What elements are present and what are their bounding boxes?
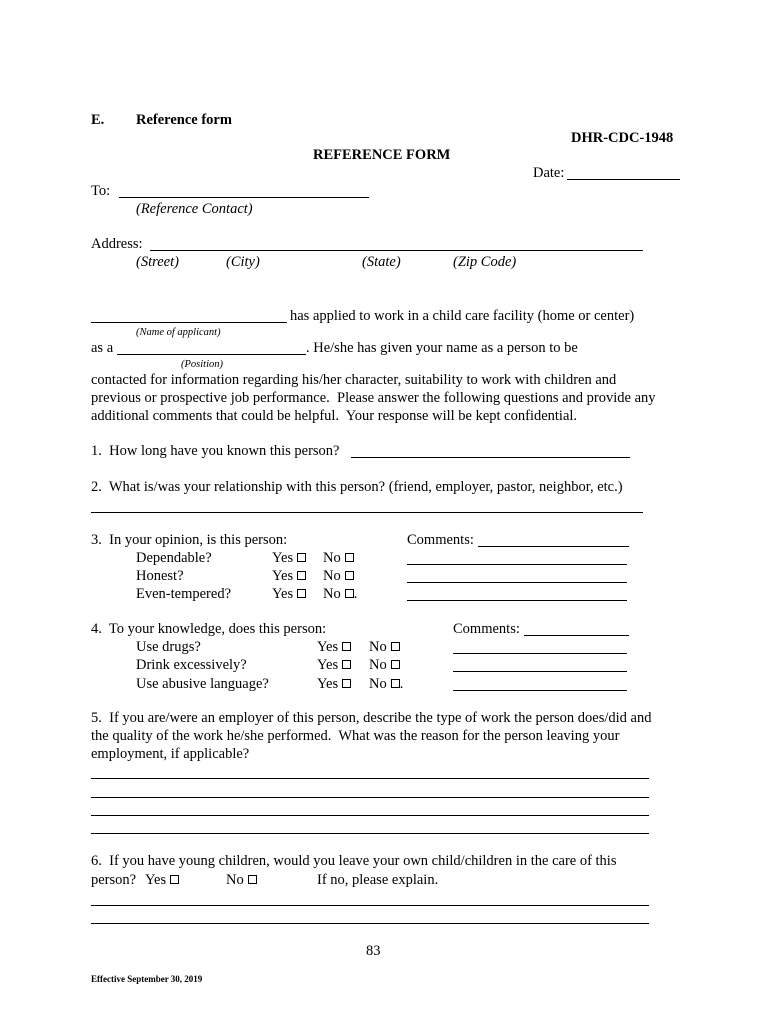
- as-a-text: as a: [91, 340, 114, 356]
- question-4: 4. To your knowledge, does this person:: [91, 621, 327, 637]
- question-4-comment-line[interactable]: [453, 671, 627, 672]
- question-3-comment-line[interactable]: [407, 582, 627, 583]
- q3-dependable-no-checkbox[interactable]: [345, 553, 354, 562]
- question-5-answer-line[interactable]: [91, 778, 649, 779]
- q3-honest-yes-checkbox[interactable]: [297, 571, 306, 580]
- reference-contact-caption: (Reference Contact): [136, 201, 253, 217]
- question-4-comments-label: Comments:: [453, 621, 520, 637]
- q4-abusive-no-checkbox[interactable]: [391, 679, 400, 688]
- question-1-answer[interactable]: [351, 457, 630, 458]
- q4-abusive-yes-checkbox[interactable]: [342, 679, 351, 688]
- question-4-comment-line[interactable]: [453, 653, 627, 654]
- q4-drink-yes-checkbox[interactable]: [342, 660, 351, 669]
- question-4-comment-line[interactable]: [453, 690, 627, 691]
- reference-contact-field[interactable]: [119, 197, 369, 198]
- q6-no: No: [226, 871, 257, 889]
- q3-even-tempered-no-checkbox[interactable]: [345, 589, 354, 598]
- q4-item-drink: Drink excessively?: [136, 657, 247, 673]
- applicant-name-caption: (Name of applicant): [136, 327, 221, 338]
- q3-item-dependable: Dependable?: [136, 550, 212, 566]
- q6-yes-checkbox[interactable]: [170, 875, 179, 884]
- intro-line-3: additional comments that could be helpful. Your response will be kept confidential.: [91, 408, 578, 424]
- q4-abusive-yes: Yes: [317, 675, 351, 693]
- question-3-comment-line[interactable]: [407, 564, 627, 565]
- q4-drugs-yes: Yes: [317, 638, 351, 656]
- q3-even-tempered-no: No .: [323, 586, 358, 602]
- question-6-answer-line[interactable]: [91, 905, 649, 906]
- q3-honest-no: No: [323, 567, 354, 585]
- to-label: To:: [91, 183, 111, 199]
- question-5-line-3: employment, if applicable?: [91, 746, 250, 762]
- question-5-answer-line[interactable]: [91, 815, 649, 816]
- q3-dependable-yes: Yes: [272, 549, 306, 567]
- street-caption: (Street): [136, 254, 179, 270]
- question-5-answer-line[interactable]: [91, 833, 649, 834]
- form-code: DHR-CDC-1948: [571, 130, 674, 146]
- question-2-answer[interactable]: [91, 512, 643, 513]
- position-field[interactable]: [117, 354, 306, 355]
- given-text: . He/she has given your name as a person to be: [306, 340, 578, 356]
- q4-drink-no: No: [369, 656, 400, 674]
- applicant-name-field[interactable]: [91, 322, 287, 323]
- question-3: 3. In your opinion, is this person:: [91, 532, 288, 548]
- q4-abusive-no: No .: [369, 676, 404, 692]
- q3-honest-no-checkbox[interactable]: [345, 571, 354, 580]
- address-label: Address:: [91, 236, 143, 252]
- q3-dependable-yes-checkbox[interactable]: [297, 553, 306, 562]
- page-number: 83: [366, 943, 381, 959]
- question-1: 1. How long have you known this person?: [91, 443, 340, 459]
- section-letter: E.: [91, 112, 105, 128]
- q6-no-checkbox[interactable]: [248, 875, 257, 884]
- question-2: 2. What is/was your relationship with this person? (friend, employer, pastor, neighbor, etc.): [91, 479, 623, 495]
- question-5-line-1: 5. If you are/were an employer of this person, describe the type of work the person does/did and: [91, 710, 652, 726]
- state-caption: (State): [362, 254, 401, 270]
- q3-even-tempered-yes: Yes: [272, 585, 306, 603]
- q4-drugs-yes-checkbox[interactable]: [342, 642, 351, 651]
- q3-honest-yes: Yes: [272, 567, 306, 585]
- q4-drugs-no: No: [369, 638, 400, 656]
- question-4-comment-line[interactable]: [524, 635, 629, 636]
- q4-drink-yes: Yes: [317, 656, 351, 674]
- question-3-comments-label: Comments:: [407, 532, 474, 548]
- q3-dependable-no: No: [323, 549, 354, 567]
- q4-item-abusive-language: Use abusive language?: [136, 676, 269, 692]
- date-field[interactable]: [567, 179, 680, 180]
- q6-explain-label: If no, please explain.: [317, 872, 439, 888]
- question-6-answer-line[interactable]: [91, 923, 649, 924]
- q3-even-tempered-yes-checkbox[interactable]: [297, 589, 306, 598]
- section-title: Reference form: [136, 112, 232, 128]
- effective-date-footer: Effective September 30, 2019: [91, 974, 203, 984]
- question-3-comment-line[interactable]: [407, 600, 627, 601]
- address-field[interactable]: [150, 250, 643, 251]
- q3-item-even-tempered: Even-tempered?: [136, 586, 232, 602]
- question-6-line-1: 6. If you have young children, would you leave your own child/children in the care of this: [91, 853, 617, 869]
- question-5-answer-line[interactable]: [91, 797, 649, 798]
- date-label: Date:: [533, 165, 565, 181]
- q4-item-drugs: Use drugs?: [136, 639, 201, 655]
- question-6-person-label: person?: [91, 872, 137, 888]
- position-caption: (Position): [181, 359, 223, 370]
- city-caption: (City): [226, 254, 260, 270]
- applied-text: has applied to work in a child care facility (home or center): [290, 308, 635, 324]
- question-5-line-2: the quality of the work he/she performed. What was the reason for the person leaving your: [91, 728, 620, 744]
- form-title: REFERENCE FORM: [313, 147, 451, 163]
- intro-line-2: previous or prospective job performance. Please answer the following questions and provide any: [91, 390, 656, 406]
- intro-line-1: contacted for information regarding his/her character, suitability to work with children and: [91, 372, 617, 388]
- zip-caption: (Zip Code): [453, 254, 517, 270]
- q4-drink-no-checkbox[interactable]: [391, 660, 400, 669]
- question-3-comment-line[interactable]: [478, 546, 629, 547]
- q6-yes: Yes: [145, 871, 179, 889]
- q3-item-honest: Honest?: [136, 568, 184, 584]
- q4-drugs-no-checkbox[interactable]: [391, 642, 400, 651]
